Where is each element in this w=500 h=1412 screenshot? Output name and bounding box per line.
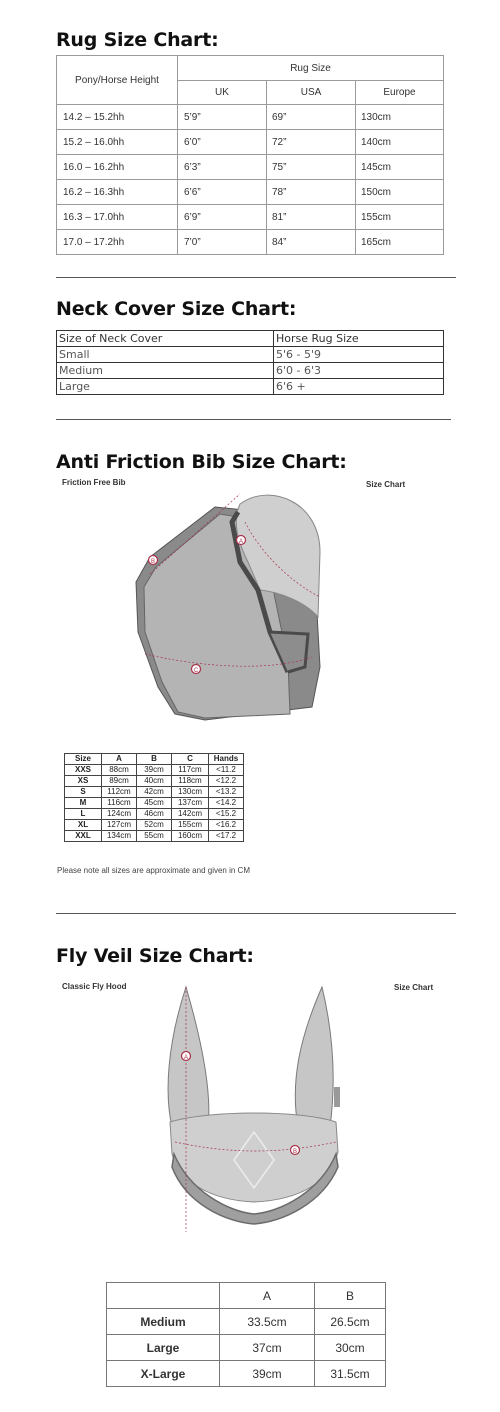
- rug-europe-cell: 165cm: [356, 230, 444, 255]
- bib-a-cell: 89cm: [102, 776, 137, 787]
- rug-uk-cell: 6’6”: [178, 180, 267, 205]
- table-row: [57, 105, 444, 130]
- divider: [56, 913, 456, 914]
- rug-height-cell: 16.0 – 16.2hh: [57, 155, 178, 180]
- bib-hands-cell: <13.2: [209, 787, 244, 798]
- table-row: [107, 1335, 386, 1361]
- rug-uk-cell: 5’9”: [178, 105, 267, 130]
- rug-uk-cell: 6’0”: [178, 130, 267, 155]
- bib-c-cell: 118cm: [172, 776, 209, 787]
- bib-c-cell: 117cm: [172, 765, 209, 776]
- fly-a-cell: 37cm: [220, 1335, 315, 1361]
- bib-header-cell: Hands: [209, 754, 244, 765]
- fly-size-cell: X-Large: [107, 1361, 220, 1387]
- neck-size-table: [56, 330, 444, 395]
- bib-a-cell: 112cm: [102, 787, 137, 798]
- bib-header-cell: B: [137, 754, 172, 765]
- rug-heading: Rug Size Chart:: [56, 29, 219, 51]
- fly-heading: Fly Veil Size Chart:: [56, 945, 254, 967]
- bib-size-table: [64, 753, 244, 842]
- bib-c-cell: 137cm: [172, 798, 209, 809]
- table-row: [57, 205, 444, 230]
- fly-b-cell: 30cm: [315, 1335, 386, 1361]
- table-row: [57, 155, 444, 180]
- rug-height-cell: 14.2 – 15.2hh: [57, 105, 178, 130]
- rug-usa-cell: 72”: [267, 130, 356, 155]
- bib-hands-cell: <17.2: [209, 831, 244, 842]
- table-row: [65, 831, 244, 842]
- bib-header-cell: Size: [65, 754, 102, 765]
- rug-europe-cell: 155cm: [356, 205, 444, 230]
- bib-size-cell: XS: [65, 776, 102, 787]
- bib-b-cell: 45cm: [137, 798, 172, 809]
- bib-hands-cell: <11.2: [209, 765, 244, 776]
- bib-a-cell: 88cm: [102, 765, 137, 776]
- fly-b-cell: 26.5cm: [315, 1309, 386, 1335]
- bib-header-cell: A: [102, 754, 137, 765]
- neck-size-cell: Small: [57, 347, 274, 363]
- rug-header-usa: USA: [267, 81, 356, 105]
- bib-diagram-title: Friction Free Bib: [62, 478, 126, 487]
- bib-size-cell: S: [65, 787, 102, 798]
- fly-header-empty: [107, 1283, 220, 1309]
- bib-marker-a-label: A: [238, 539, 244, 545]
- divider: [56, 277, 456, 278]
- bib-marker-b-label: B: [150, 559, 156, 565]
- table-row: [57, 230, 444, 255]
- bib-c-cell: 160cm: [172, 831, 209, 842]
- bib-marker-c-label: C: [193, 668, 199, 674]
- table-row: [107, 1361, 386, 1387]
- bib-hands-cell: <12.2: [209, 776, 244, 787]
- neck-size-cell: Large: [57, 379, 274, 395]
- bib-a-cell: 127cm: [102, 820, 137, 831]
- rug-height-cell: 17.0 – 17.2hh: [57, 230, 178, 255]
- table-row: [65, 787, 244, 798]
- neck-size-cell: Medium: [57, 363, 274, 379]
- rug-header-height: Pony/Horse Height: [57, 56, 178, 105]
- rug-height-cell: 16.3 – 17.0hh: [57, 205, 178, 230]
- rug-height-cell: 15.2 – 16.0hh: [57, 130, 178, 155]
- fly-diagram-title: Classic Fly Hood: [62, 982, 127, 991]
- neck-rug-cell: 6'6 +: [274, 379, 444, 395]
- table-row: [57, 363, 444, 379]
- bib-b-cell: 55cm: [137, 831, 172, 842]
- neck-rug-cell: 5'6 - 5'9: [274, 347, 444, 363]
- rug-header-europe: Europe: [356, 81, 444, 105]
- rug-europe-cell: 140cm: [356, 130, 444, 155]
- bib-size-chart-label: Size Chart: [366, 480, 406, 489]
- bib-a-cell: 134cm: [102, 831, 137, 842]
- fly-size-cell: Large: [107, 1335, 220, 1361]
- table-row: [65, 765, 244, 776]
- fly-a-cell: 39cm: [220, 1361, 315, 1387]
- bib-c-cell: 130cm: [172, 787, 209, 798]
- bib-hands-cell: <16.2: [209, 820, 244, 831]
- bib-size-cell: M: [65, 798, 102, 809]
- bib-hands-cell: <14.2: [209, 798, 244, 809]
- bib-c-cell: 142cm: [172, 809, 209, 820]
- bib-note: Please note all sizes are approximate and given in CM: [57, 866, 250, 875]
- fly-a-cell: 33.5cm: [220, 1309, 315, 1335]
- table-row: [57, 180, 444, 205]
- neck-rug-cell: 6'0 - 6'3: [274, 363, 444, 379]
- rug-europe-cell: 150cm: [356, 180, 444, 205]
- fly-header-b: B: [315, 1283, 386, 1309]
- bib-b-cell: 52cm: [137, 820, 172, 831]
- rug-uk-cell: 6’9”: [178, 205, 267, 230]
- bib-heading: Anti Friction Bib Size Chart:: [56, 451, 347, 473]
- neck-header-rug: Horse Rug Size: [274, 331, 444, 347]
- bib-size-cell: XL: [65, 820, 102, 831]
- fly-header-a: A: [220, 1283, 315, 1309]
- bib-a-cell: 116cm: [102, 798, 137, 809]
- table-row: [65, 798, 244, 809]
- rug-usa-cell: 78”: [267, 180, 356, 205]
- bib-b-cell: 46cm: [137, 809, 172, 820]
- rug-uk-cell: 6’3”: [178, 155, 267, 180]
- neck-heading: Neck Cover Size Chart:: [56, 298, 297, 320]
- neck-header-size: Size of Neck Cover: [57, 331, 274, 347]
- fly-side-tag: [334, 1087, 340, 1107]
- rug-uk-cell: 7’0”: [178, 230, 267, 255]
- rug-usa-cell: 69”: [267, 105, 356, 130]
- bib-diagram: [120, 482, 340, 732]
- bib-hands-cell: <15.2: [209, 809, 244, 820]
- table-row: [107, 1309, 386, 1335]
- fly-size-table: [106, 1282, 386, 1387]
- rug-header-uk: UK: [178, 81, 267, 105]
- fly-size-cell: Medium: [107, 1309, 220, 1335]
- rug-header-group: Rug Size: [178, 56, 444, 81]
- bib-size-cell: XXS: [65, 765, 102, 776]
- bib-c-cell: 155cm: [172, 820, 209, 831]
- rug-europe-cell: 145cm: [356, 155, 444, 180]
- fly-marker-b-label: B: [292, 1149, 298, 1155]
- bib-b-cell: 39cm: [137, 765, 172, 776]
- fly-marker-a-label: A: [183, 1055, 189, 1061]
- bib-size-cell: L: [65, 809, 102, 820]
- rug-europe-cell: 130cm: [356, 105, 444, 130]
- bib-b-cell: 42cm: [137, 787, 172, 798]
- fly-size-chart-label: Size Chart: [394, 983, 434, 992]
- rug-usa-cell: 84”: [267, 230, 356, 255]
- fly-right-ear: [295, 987, 333, 1127]
- rug-usa-cell: 81”: [267, 205, 356, 230]
- fly-hood-diagram: [150, 982, 360, 1242]
- table-row: [57, 379, 444, 395]
- rug-usa-cell: 75”: [267, 155, 356, 180]
- table-row: [65, 820, 244, 831]
- table-row: [57, 347, 444, 363]
- table-row: [65, 809, 244, 820]
- rug-size-table: [56, 55, 444, 255]
- bib-size-cell: XXL: [65, 831, 102, 842]
- rug-height-cell: 16.2 – 16.3hh: [57, 180, 178, 205]
- divider: [56, 419, 451, 420]
- bib-b-cell: 40cm: [137, 776, 172, 787]
- fly-b-cell: 31.5cm: [315, 1361, 386, 1387]
- table-row: [65, 776, 244, 787]
- table-row: [57, 130, 444, 155]
- bib-header-cell: C: [172, 754, 209, 765]
- bib-a-cell: 124cm: [102, 809, 137, 820]
